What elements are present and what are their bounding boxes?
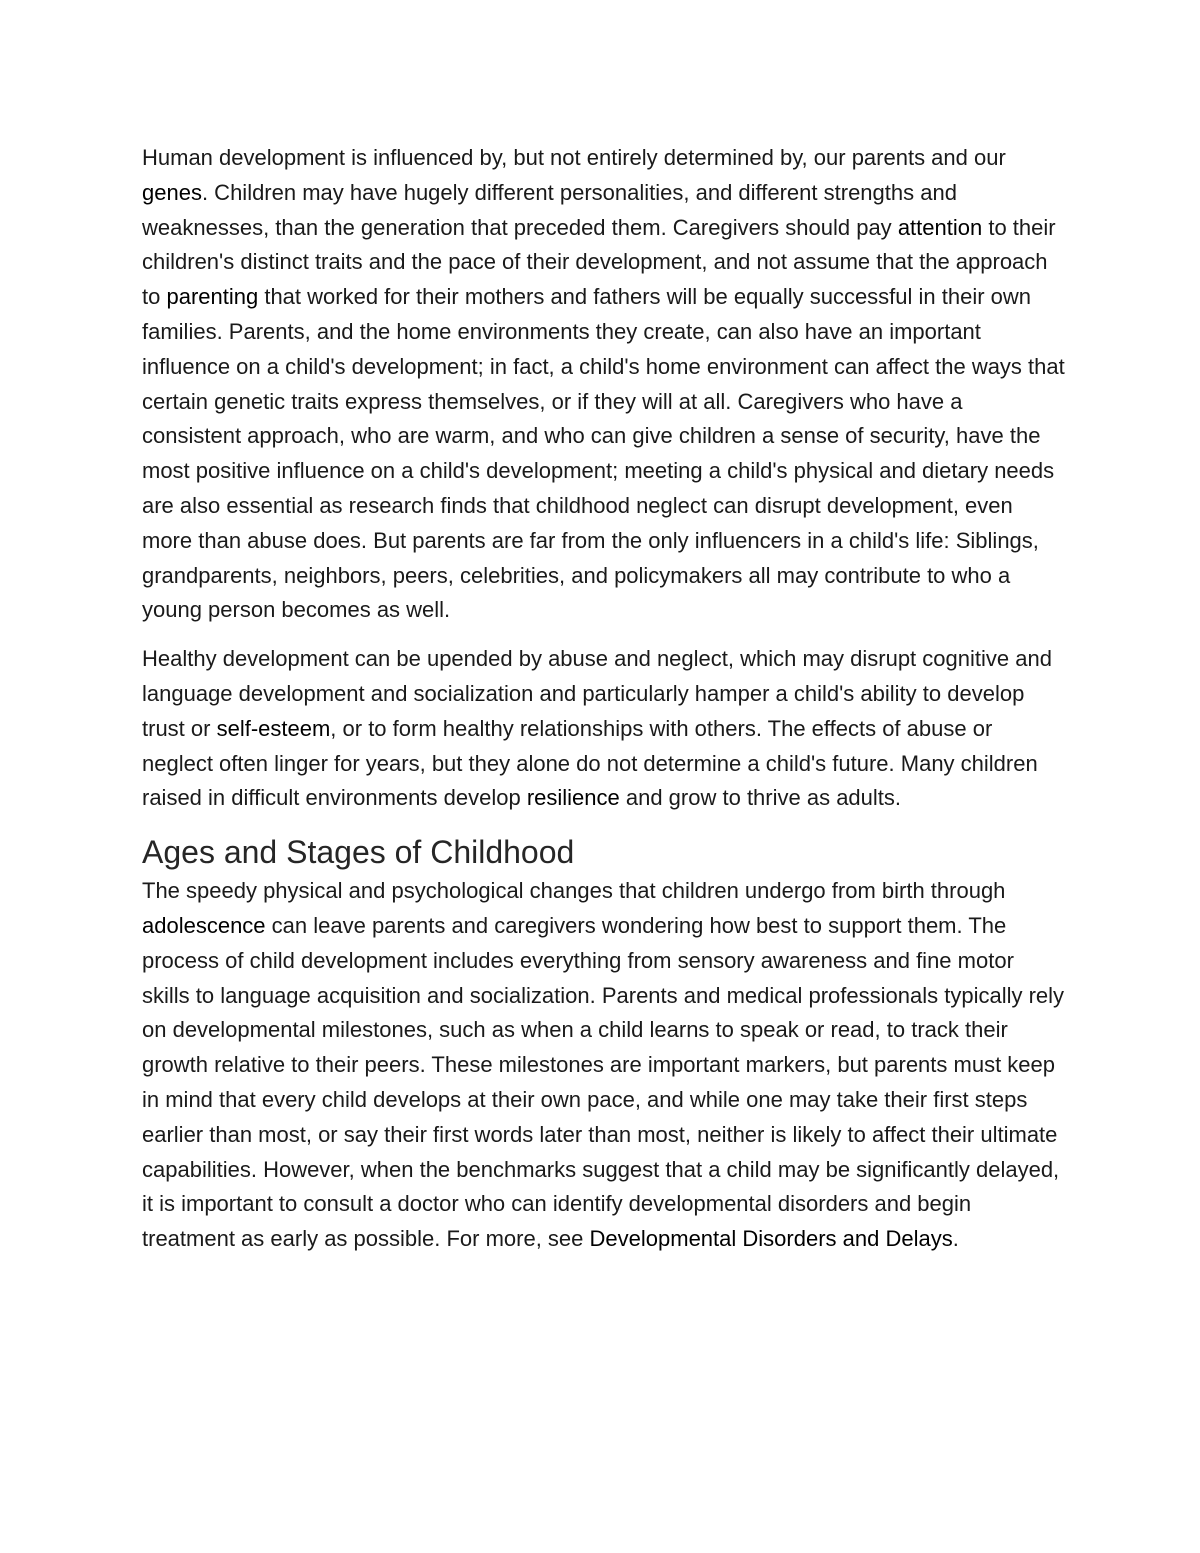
paragraph-text: The speedy physical and psychological changes that children undergo from birth through xyxy=(142,878,1006,904)
link-developmental-disorders[interactable]: Developmental Disorders and Delays xyxy=(589,1226,953,1252)
paragraph-text: that worked for their mothers and fathers will be equally successful in their own families. Parents, and the home environments they create, can also have an important influence on a child's development; in fact, a child's home environment can affect the ways that certain genetic traits express themselves, or if they will at all. Caregivers who have a consistent approach, who are warm, and who can give children a sense of security, have the most positive influence on a child's development; meeting a child's physical and dietary needs are also essential as research finds that childhood neglect can disrupt development, even more than abuse does. But parents are far from the only influencers in a child's life: Siblings, grandparents, neighbors, peers, celebrities, and policymakers all may contribute to who a young person becomes as well. xyxy=(142,284,1065,623)
paragraph-text: to their children's distinct traits and the pace of their development, and not assume that the approach to xyxy=(142,214,1056,310)
link-attention[interactable]: attention xyxy=(897,214,983,240)
paragraph-text: . xyxy=(952,1226,959,1252)
paragraph-text: and grow to thrive as adults. xyxy=(619,785,902,811)
paragraph-genetics-and-parenting xyxy=(142,141,1067,628)
link-genes[interactable]: genes xyxy=(142,179,202,205)
link-adolescence[interactable]: adolescence xyxy=(142,912,266,938)
document-page xyxy=(142,141,1067,1271)
paragraph-text: Human development is influenced by, but not entirely determined by, our parents and our xyxy=(142,145,1006,170)
paragraph-abuse-and-neglect xyxy=(142,642,1067,816)
paragraph-text: can leave parents and caregivers wondering how best to support them. The process of child development includes everything from sensory awareness and fine motor skills to language acquisition and socialization. Parents and medical professionals typically rely on developmental milestones, such as when a child learns to speak or read, to track their growth relative to their peers. These milestones are important markers, but parents must keep in mind that every child develops at their own pace, and while one may take their first steps earlier than most, or say their first words later than most, neither is likely to affect their ultimate capabilities. However, when the benchmarks suggest that a child may be significantly delayed, it is important to consult a doctor who can identify developmental disorders and begin treatment as early as possible. For more, see xyxy=(142,912,1065,1252)
paragraph-text: Healthy development can be upended by abuse and neglect, which may disrupt cognitive and language development and socialization and particularly hamper a child's ability to develop trust or xyxy=(142,646,1052,741)
link-resilience[interactable]: resilience xyxy=(526,785,620,811)
section-heading: Ages and Stages of Childhood xyxy=(142,834,575,871)
paragraph-text: , or to form healthy relationships with others. The effects of abuse or neglect often linger for years, but they alone do not determine a child's future. Many children raised in difficult environments develop xyxy=(142,715,1038,811)
paragraph-ages-and-stages xyxy=(142,874,1067,1257)
paragraph-text: . Children may have hugely different personalities, and different strengths and weaknesses, than the generation that preceded them. Caregivers should pay xyxy=(142,179,957,240)
link-parenting[interactable]: parenting xyxy=(166,284,259,310)
link-self-esteem[interactable]: self-esteem xyxy=(216,715,331,741)
